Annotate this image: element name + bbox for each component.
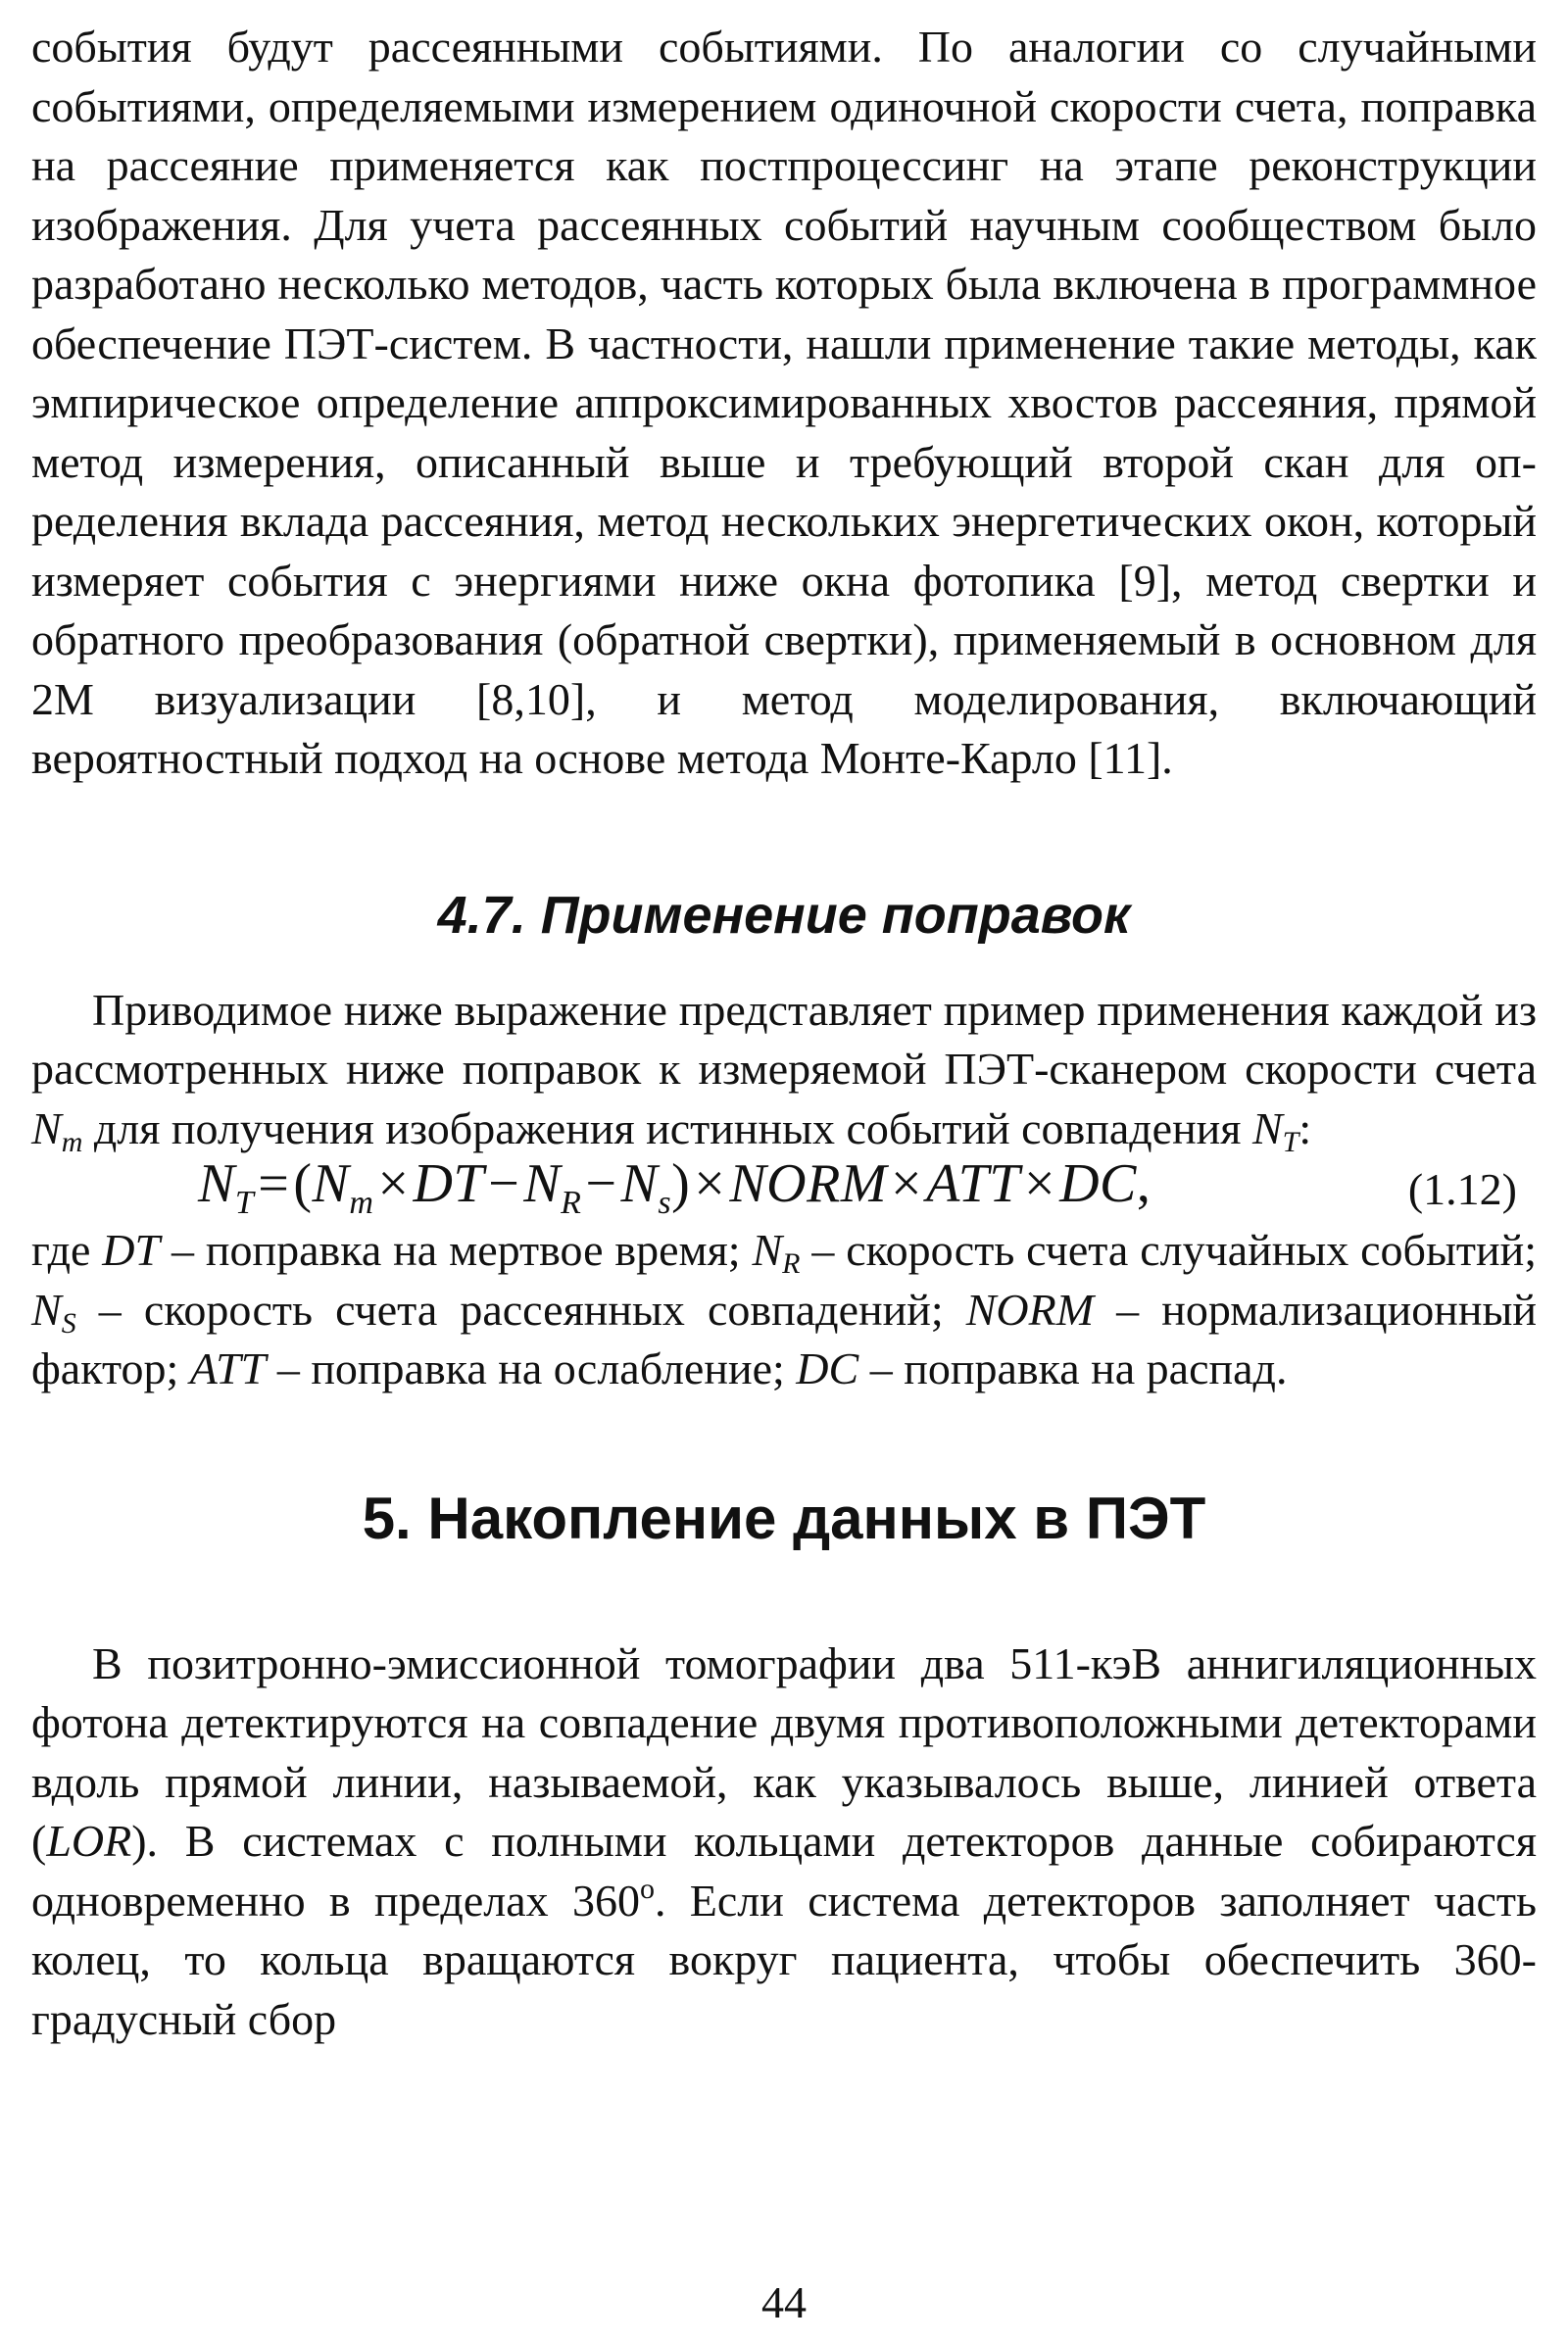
paragraph-pet-data-acquisition: В позитронно-эмиссионной томографии два 511-кэВ аннигиляционных фотона детектируются на совпадение двумя противоположными детекторами вдоль прямой линии, называемой, как указывалось выше, линией ответа (LOR). В системах с полными кольцами детекторов данные собираются одновременно в пределах 360$^o$. Если система детекторов заполняет часть колец, то кольца вращаются вокруг пациента, чтобы обеспечить 360-градусный сбор: [31, 1637, 1537, 2044]
degree-sign: o: [639, 1872, 655, 1905]
paragraph-scatter-methods: события будут рассеянными событиями. По аналогии со случайными событиями, определяемыми измерением одиночной скорости счета, поправка на рассеяние применяется как постпроцессинг на этапе реконструкции изображения. Для учета рассеянных событий научным сообществом было разработано несколько методов, часть которых была включена в программное обеспечение ПЭТ-систем. В частности, нашли применение такие методы, как эмпирическое определение аппроксимированных хвостов рассеяния, прямой метод измерения, описанный выше и требующий второй скан для определения вклада рассеяния, метод нескольких энергетических окон, который измеряет события с энергиями ниже окна фотопика [9], метод свертки и обратного преобразования (обратной свертки), применяемый в основном для 2М визуализации [8,10], и метод моделирования, включающий вероятностный подход на основе метода Монте-Карло [11].: [31, 22, 1537, 783]
abbr-lor: LOR: [46, 1816, 132, 1866]
page-content: [31, 18, 1537, 2049]
var-ns: $N_S$: [31, 1284, 76, 1340]
page-number: 44: [761, 2277, 807, 2327]
var-nt: $N_T$: [1251, 1102, 1299, 1158]
var-nm: $N_m$: [31, 1102, 83, 1158]
intro-text-b: для получения изображения истинных событий совпадения: [82, 1102, 1252, 1153]
formula: $N_T=(N_m\times DT-N_R-N_s)\times NORM\times ATT\times DC$,: [198, 1153, 1152, 1221]
var-nr: $N_R$: [752, 1225, 801, 1280]
paragraph-where-definitions: где DT – поправка на мертвое время; $N_R$ – скорость счета случайных событий; $N_S$ – скорость счета рассеянных совпадений; NORM – нормализационный фактор; ATT – поправка на ослабление; DC – поправка на распад.: [31, 1225, 1537, 1393]
intro-text-a: Приводимое ниже выражение представляет пример применения каждой из рассмотренных ниже поправок к измеряемой ПЭТ-сканером скорости счета: [31, 984, 1537, 1094]
equation-1-12: [31, 1153, 1537, 1221]
equation-number: (1.12): [1407, 1164, 1517, 1214]
chapter-heading-5: 5. Накопление данных в ПЭТ: [362, 1485, 1206, 1551]
paragraph-corrections-intro: Приводимое ниже выражение представляет пример применения каждой из рассмотренных ниже поправок к измеряемой ПЭТ-сканером скорости счета $N_m$ для получения изображения истинных событий совпадения $N_T$:: [31, 984, 1537, 1158]
section-heading-4-7: 4.7. Применение поправок: [437, 885, 1131, 945]
